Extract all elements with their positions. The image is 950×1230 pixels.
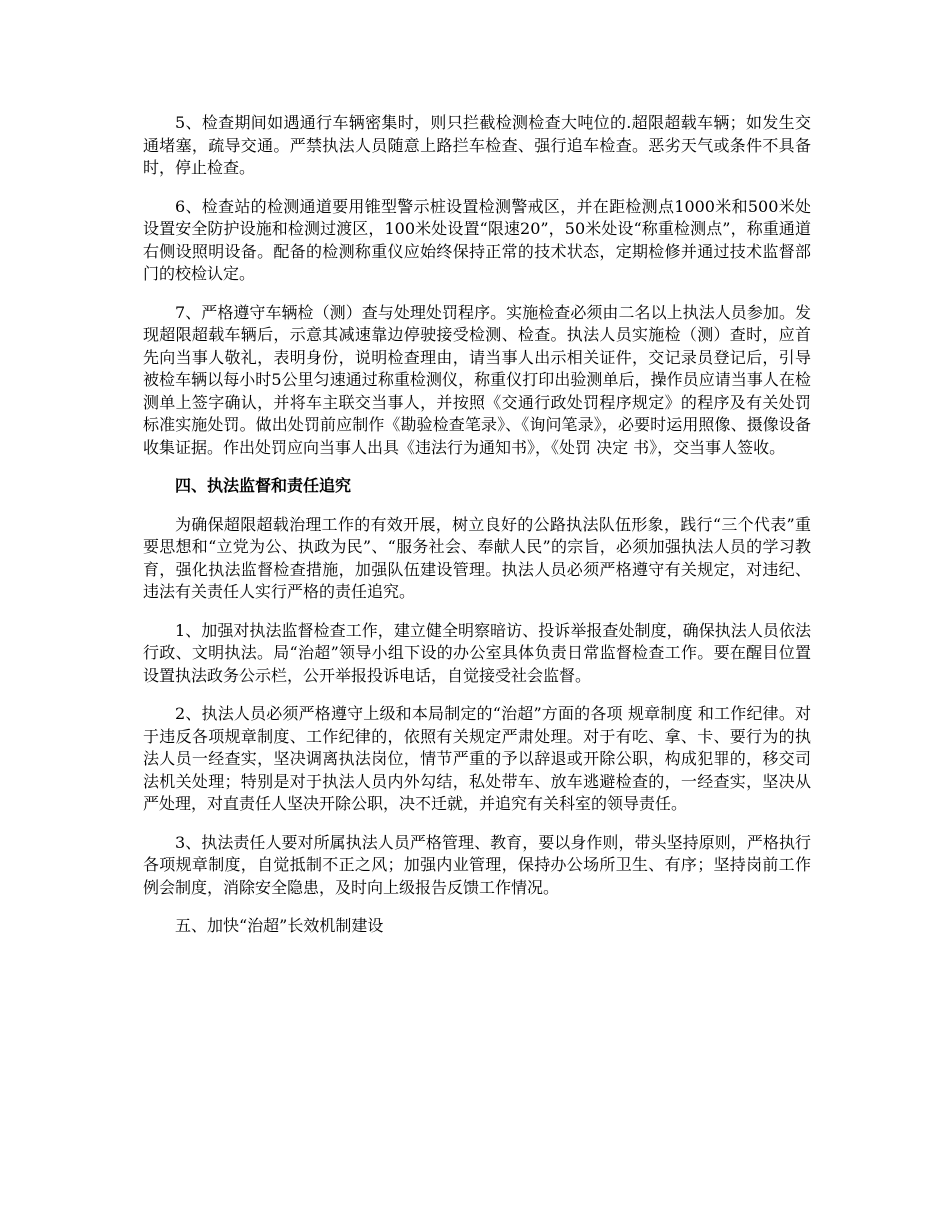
paragraph-item-7: 7、严格遵守车辆检（测）查与处理处罚程序。实施检查必须由二名以上执法人员参加。发现超限超载车辆后，示意其减速靠边停驶接受检测、检查。执法人员实施检（测）查时，应首先向当事人敬礼，表明身份，说明检查理由，请当事人出示相关证件，交记录员登记后，引导被检车辆以每小时5公里匀速通过称重检测仪，称重仪打印出验测单后，操作员应请当事人在检测单上签字确认，并将车主联交当事人，并按照《交通行政处罚程序规定》的程序及有关处罚标准实施处罚。做出处罚前应制作《勘验检查笔录》、《询问笔录》，必要时运用照像、摄像设备收集证据。作出处罚应向当事人出具《违法行为通知书》，《处罚 决定 书》，交当事人签收。 xyxy=(143,302,811,457)
paragraph-item-2: 2、执法人员必须严格遵守上级和本局制定的“治超”方面的各项 规章制度 和工作纪律。对于违反各项规章制度、工作纪律的，依照有关规定严肃处理。对于有吃、拿、卡、要行为的执法人员一经查实，坚决调离执法岗位，情节严重的予以辞退或开除公职，构成犯罪的，移交司法机关处理；特别是对于执法人员内外勾结，私处带车、放车逃避检查的，一经查实，坚决从严处理，对直责任人坚决开除公职，决不迁就，并追究有关科室的领导责任。 xyxy=(143,704,811,813)
section-4-intro: 为确保超限超载治理工作的有效开展，树立良好的公路执法队伍形象，践行“三个代表”重要思想和“立党为公、执政为民”、“服务社会、奉献人民”的宗旨，必须加强执法人员的学习教育，强化执法监督检查措施，加强队伍建设管理。执法人员必须严格遵守有关规定，对违纪、违法有关责任人实行严格的责任追究。 xyxy=(143,514,811,601)
paragraph-item-5: 5、检查期间如遇通行车辆密集时，则只拦截检测检查大吨位的.超限超载车辆；如发生交通堵塞，疏导交通。严禁执法人员随意上路拦车检查、强行追车检查。恶劣天气或条件不具备时，停止检查。 xyxy=(143,113,811,177)
section-heading-5: 五、加快“治超”长效机制建设 xyxy=(175,916,384,935)
paragraph-item-1: 1、加强对执法监督检查工作，建立健全明察暗访、投诉举报查处制度，确保执法人员依法行政、文明执法。局“治超”领导小组下设的办公室具体负责日常监督检查工作。要在醒目位置设置执法政务公示栏，公开举报投诉电话，自觉接受社会监督。 xyxy=(143,620,811,685)
document-page xyxy=(143,112,811,954)
section-heading-4: 四、执法监督和责任追究 xyxy=(175,476,352,495)
paragraph-item-3: 3、执法责任人要对所属执法人员严格管理、教育，要以身作则，带头坚持原则，严格执行各项规章制度，自觉抵制不正之风；加强内业管理，保持办公场所卫生、有序；坚持岗前工作例会制度，消除安全隐患，及时向上级报告反馈工作情况。 xyxy=(143,832,811,897)
paragraph-item-6: 6、检查站的检测通道要用锥型警示桩设置检测警戒区，并在距检测点1000米和500米处设置安全防护设施和检测过渡区，100米处设置“限速20”，50米处设“称重检测点”，称重通道右侧设照明设备。配备的检测称重仪应始终保持正常的技术状态，定期检修并通过技术监督部门的校检认定。 xyxy=(143,196,811,283)
